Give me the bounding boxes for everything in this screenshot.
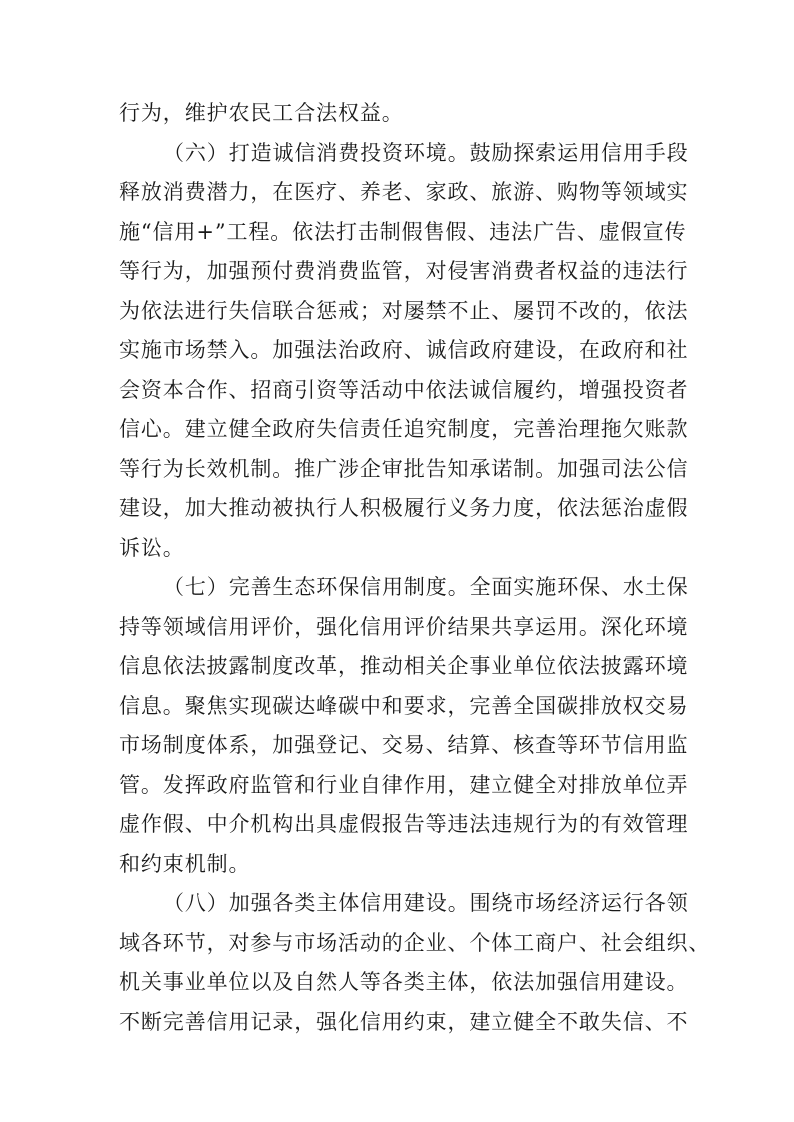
section-heading-line: （七）完善生态环保信用制度。全面实施环保、水土保 (163, 575, 689, 599)
text-line: 诉讼。 (119, 535, 185, 560)
section-heading-line: （八）加强各类主体信用建设。围绕市场经济运行各领 (163, 891, 689, 915)
text-line: 不断完善信用记录，强化信用约束，建立健全不敢失信、不 (119, 1009, 689, 1034)
text-line: 市场制度体系，加强登记、交易、结算、核查等环节信用监 (119, 733, 689, 757)
text-line: 信息。聚焦实现碳达峰碳中和要求，完善全国碳排放权交易 (119, 693, 689, 718)
text-line: 释放消费潜力，在医疗、养老、家政、旅游、购物等领域实 (119, 180, 689, 204)
text-line: 和约束机制。 (119, 851, 251, 876)
paragraph-section-7 (119, 568, 689, 884)
text-line: 为依法进行失信联合惩戒；对屡禁不止、屡罚不改的，依法 (119, 298, 689, 323)
text-line: 实施市场禁入。加强法治政府、诚信政府建设，在政府和社 (119, 338, 689, 362)
text-line: 行为，维护农民工合法权益。 (119, 101, 404, 125)
paragraph-section-6 (119, 134, 689, 569)
text-line: 域各环节，对参与市场活动的企业、个体工商户、社会组织、 (119, 930, 711, 955)
text-line: 机关事业单位以及自然人等各类主体，依法加强信用建设。 (119, 970, 689, 994)
document-body (119, 94, 711, 1042)
text-line: 信息依法披露制度改革，推动相关企事业单位依法披露环境 (119, 654, 689, 678)
text-line: 等行为长效机制。推广涉企审批告知承诺制。加强司法公信 (119, 456, 689, 481)
text-line: 会资本合作、招商引资等活动中依法诚信履约，增强投资者 (119, 377, 689, 402)
text-line: 管。发挥政府监管和行业自律作用，建立健全对排放单位弄 (119, 772, 689, 797)
paragraph-continuation (119, 94, 679, 134)
paragraph-section-8 (119, 884, 711, 1042)
text-line: 建设，加大推动被执行人积极履行义务力度，依法惩治虚假 (119, 496, 689, 520)
text-line: 施“信用+”工程。依法打击制假售假、违法广告、虚假宣传 (119, 219, 687, 244)
text-line: 等行为，加强预付费消费监管，对侵害消费者权益的违法行 (119, 259, 689, 283)
text-line: 持等领域信用评价，强化信用评价结果共享运用。深化环境 (119, 614, 689, 639)
text-line: 信心。建立健全政府失信责任追究制度，完善治理拖欠账款 (119, 417, 689, 441)
text-line: 虚作假、中介机构出具虚假报告等违法违规行为的有效管理 (119, 812, 689, 836)
section-heading-line: （六）打造诚信消费投资环境。鼓励探索运用信用手段 (163, 140, 689, 165)
